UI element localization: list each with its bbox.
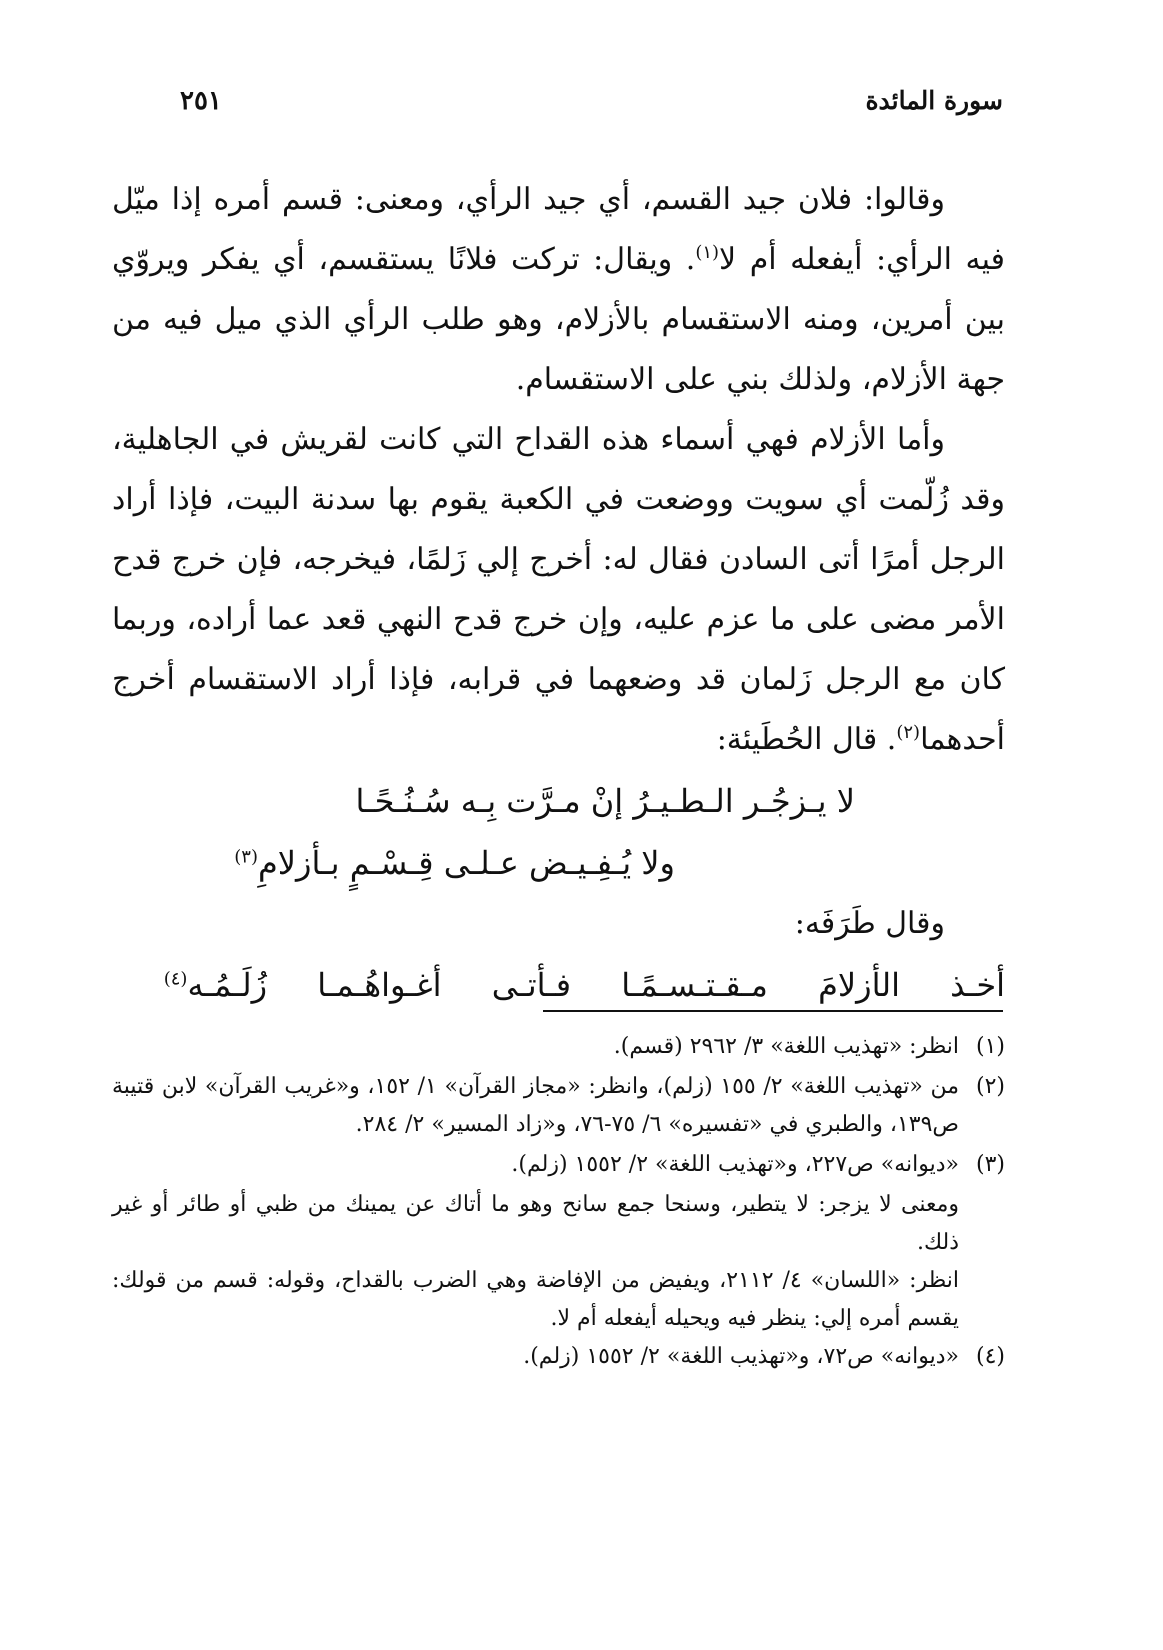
surah-title: سورة المائدة (865, 86, 1003, 115)
footnote-number: (١) (975, 1034, 1005, 1059)
verse-1-first-hemistich: لا يـزجُـر الـطـيـرُ إنْ مـرَّت بِـه سُـنُـحًـا (355, 782, 855, 820)
paragraph-2-text: وأما الأزلام فهي أسماء هذه القداح التي كانت لقريش في الجاهلية، وقد زُلّمت أي سويت ووضعت في الكعبة يقوم بها سدنة البيت، فإذا أراد الرجل أمرًا أتى السادن فقال له: أخرج إلي زَلمًا، فيخرجه، فإن خرج قدح الأمر مضى على ما عزم عليه، وإن خرج قدح النهي قعد عما أراده، وربما كان مع الرجل زَلمان قد وضعهما في قرابه، فإذا أراد الاستقسام أخرج أحدهما (112, 422, 1005, 757)
footnote-ref-1: (١) (695, 242, 720, 263)
footnote-divider (543, 1010, 1003, 1012)
footnote-number: (٣) (975, 1152, 1005, 1177)
footnote-3 (112, 1146, 1005, 1184)
paragraph-2-text-cont: . قال الحُطَيئة: (716, 722, 897, 757)
footnote-2 (112, 1068, 1005, 1144)
footnote-text: «ديوانه» ص٧٢، و«تهذيب اللغة» ٢/ ١٥٥٢ (زلم). (523, 1344, 959, 1369)
verse-2-text: أخـذ الأزلامَ مـقـتـسـمًـا فـأتـى أغـواهُـمـا زُلَـمُـه (187, 966, 1005, 1004)
verse-2 (112, 954, 1005, 1016)
main-text (112, 170, 1005, 1016)
footnote-text: انظر: «تهذيب اللغة» ٣/ ٢٩٦٢ (قسم). (613, 1034, 959, 1059)
footnote-1 (112, 1028, 1005, 1066)
paragraph-1-text-cont: . ويقال: تركت فلانًا يستقسم، أي يفكر ويروّي بين أمرين، ومنه الاستقسام بالأزلام، وهو طلب الرأي الذي ميل فيه من جهة الأزلام، ولذلك بني على الاستقسام. (112, 242, 1005, 397)
footnote-number: (٢) (975, 1074, 1005, 1099)
footnote-number: (٤) (975, 1344, 1005, 1369)
paragraph-1-text: وقالوا: فلان جيد القسم، أي جيد الرأي، ومعنى: قسم أمره إذا ميّل فيه الرأي: أيفعله أم لا (112, 182, 1005, 277)
footnote-ref-4: (٤) (163, 968, 188, 990)
footnotes (112, 1028, 1005, 1378)
paragraph-3: وقال طَرَفَه: (794, 906, 945, 941)
footnote-text: «ديوانه» ص٢٢٧، و«تهذيب اللغة» ٢/ ١٥٥٢ (زلم). (511, 1152, 959, 1177)
page-header (180, 86, 1003, 126)
footnote-text: من «تهذيب اللغة» ٢/ ١٥٥ (زلم)، وانظر: «مجاز القرآن» ١/ ١٥٢، و«غريب القرآن» لابن قتيبة ص١٣٩، والطبري في «تفسيره» ٦/ ٧٥-٧٦، و«زاد المسير» ٢/ ٢٨٤. (112, 1074, 960, 1137)
footnote-3-reference: انظر: «اللسان» ٤/ ٢١١٢، ويفيض من الإفاضة وهي الضرب بالقداح، وقوله: قسم من قولك: يقسم أمره إلي: ينظر فيه ويحيله أيفعله أم لا. (112, 1268, 959, 1331)
page-number: ٢٥١ (180, 86, 222, 116)
footnote-4 (112, 1338, 1005, 1376)
footnote-ref-3: (٣) (234, 846, 258, 868)
paragraph-2 (112, 410, 1005, 770)
footnote-ref-2: (٢) (896, 722, 921, 743)
paragraph-1 (112, 170, 1005, 410)
footnote-3-explanation: ومعنى لا يزجر: لا يتطير، وسنحا جمع سانح وهو ما أتاك عن يمينك من ظبي أو طائر أو غير ذلك. (112, 1192, 959, 1255)
verse-1b-text: ولا يُـفِـيـض عـلـى قِـسْـمٍ بـأزلامِ (257, 844, 675, 882)
verse-1-second-hemistich (112, 832, 1005, 894)
